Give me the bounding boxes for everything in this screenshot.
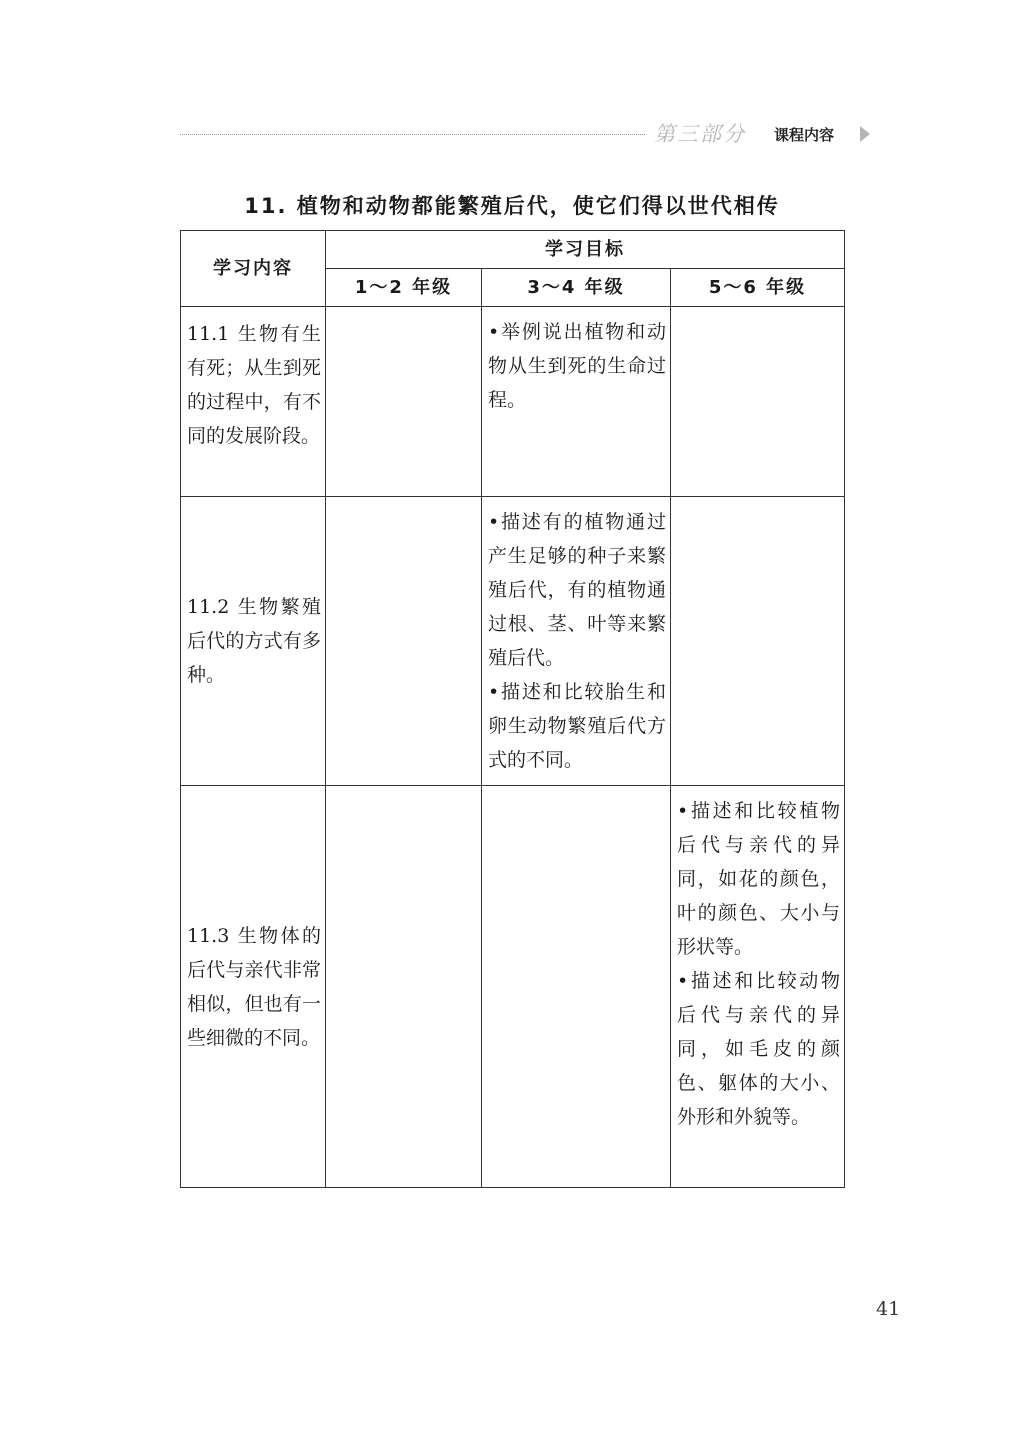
- goal-item: •举例说出植物和动物从生到死的生命过程。: [488, 321, 666, 411]
- content-cell: 11.2 生物繁殖后代的方式有多种。: [181, 497, 326, 786]
- goal-cell-3-4: [482, 497, 671, 786]
- curriculum-table: [180, 230, 845, 1188]
- goal-cell-5-6: [671, 307, 845, 497]
- grade-header-5-6: 5～6 年级: [671, 269, 845, 307]
- header-part-label: 第三部分: [654, 122, 746, 146]
- content-header: 学习内容: [181, 231, 326, 307]
- table-row: [181, 307, 845, 497]
- goal-item: •描述和比较植物后代与亲代的异同，如花的颜色，叶的颜色、大小与形状等。: [677, 800, 840, 958]
- goal-cell-3-4: [482, 786, 671, 1188]
- goal-cell-5-6: [671, 497, 845, 786]
- page-number: 41: [876, 1298, 901, 1320]
- goal-cell-5-6: [671, 786, 845, 1188]
- table-row: [181, 497, 845, 786]
- grade-header-3-4: 3～4 年级: [482, 269, 671, 307]
- grade-header-1-2: 1～2 年级: [326, 269, 482, 307]
- header-dotted-rule: [180, 134, 645, 135]
- content-cell: 11.1 生物有生有死；从生到死的过程中，有不同的发展阶段。: [181, 307, 326, 497]
- goals-header: 学习目标: [326, 231, 845, 269]
- triangle-right-icon: [860, 126, 870, 142]
- header-section-label: 课程内容: [774, 126, 835, 144]
- goal-item: •描述和比较胎生和卵生动物繁殖后代方式的不同。: [488, 681, 666, 771]
- goal-item: •描述有的植物通过产生足够的种子来繁殖后代，有的植物通过根、茎、叶等来繁殖后代。: [488, 511, 666, 669]
- goal-cell-1-2: [326, 307, 482, 497]
- goal-item: •描述和比较动物后代与亲代的异同，如毛皮的颜色、躯体的大小、外形和外貌等。: [677, 970, 840, 1128]
- section-title: 11. 植物和动物都能繁殖后代，使它们得以世代相传: [244, 194, 780, 218]
- table-row: [181, 786, 845, 1188]
- goal-cell-1-2: [326, 786, 482, 1188]
- goal-cell-1-2: [326, 497, 482, 786]
- goal-cell-3-4: [482, 307, 671, 497]
- content-cell: 11.3 生物体的后代与亲代非常相似，但也有一些细微的不同。: [181, 786, 326, 1188]
